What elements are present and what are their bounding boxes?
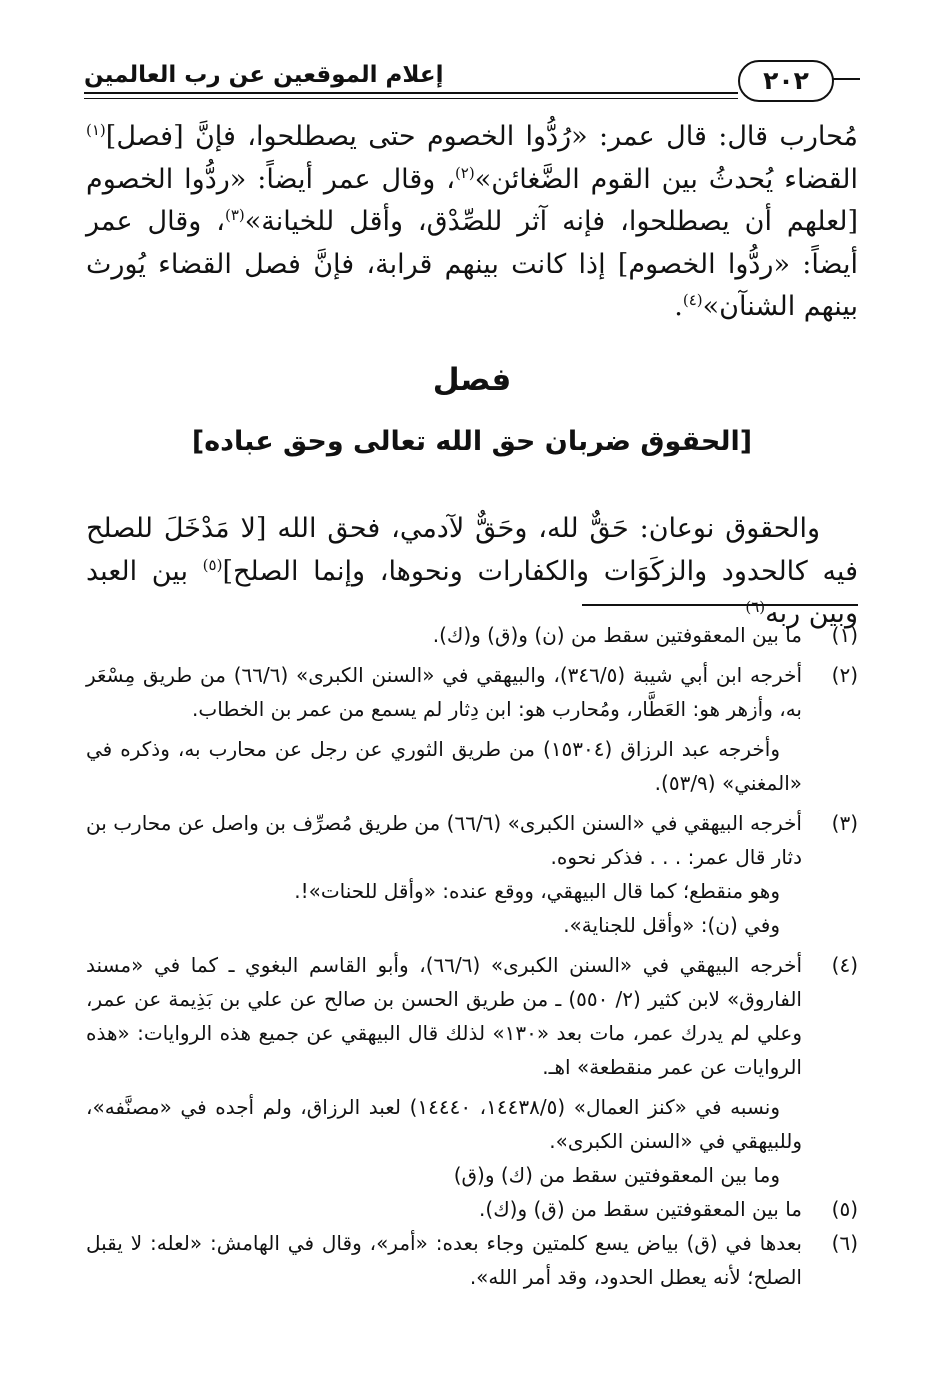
footnote-number: (٣) (831, 811, 858, 835)
footnote-3 (86, 806, 858, 874)
footnote-separator (582, 604, 858, 606)
paragraph-rights (86, 508, 858, 636)
footnote-number: (٢) (831, 663, 858, 687)
footnote-ref-6[interactable]: (٦) (745, 598, 766, 616)
footnote-text: بعدها في (ق) بياض يسع كلمتين وجاء بعده: «أمر»، وقال في الهامش: «لعله: لا يقبل الصلح؛ لأنه يعطل الحدود، وقد أمر الله». (86, 1231, 802, 1289)
footnote-number: (٦) (831, 1231, 858, 1255)
footnote-4-note: وما بين المعقوفتين سقط من (ك) و(ق) (453, 1163, 780, 1187)
paragraph-text: والحقوق نوعان: حَقٌّ لله، وحَقٌّ لآدمي، فحق الله [لا مَدْخَلَ للصلح فيه كالحدود والزكَوَات والكفارات ونحوها، وإنما الصلح] (86, 513, 858, 587)
footnote-4-note: ونسبه في «كنز العمال» (١٤٤٣٨/٥، ١٤٤٤٠) لعبد الرزاق، ولم أجده في «مصنَّفه»، وللبيهقي في «السنن الكبرى». (86, 1095, 802, 1153)
footnote-ref-5[interactable]: (٥) (202, 555, 223, 574)
footnote-5 (86, 1192, 858, 1226)
section-subtitle: [الحقوق ضربان حق الله تعالى وحق عباده] (191, 426, 753, 457)
paragraph-text: مُحارب قال: قال عمر: «رُدُّوا الخصوم حتى يصطلحوا، فإنَّ [فصل] (105, 121, 858, 152)
paragraph-text: القضاء يُحدثُ بين القوم الضَّغائن» (474, 163, 858, 195)
footnote-text: أخرجه ابن أبي شيبة (٣٤٦/٥)، والبيهقي في «السنن الكبرى» (٦٦/٦) من طريق مِسْعَر به، وأزهر هو: العَطَّار، ومُحارب هو: ابن دِثار لم يسمع من عمر بن الخطاب. (86, 663, 803, 721)
footnote-ref-3[interactable]: (٣) (224, 206, 245, 224)
header-rule-thin (84, 98, 738, 99)
footnote-3-note: وهو منقطع؛ كما قال البيهقي، ووقع عنده: «وأقل للحنات»!. (294, 879, 780, 903)
footnote-2 (86, 658, 858, 726)
paragraph-text: ، وقال عمر أيضاً: «ردُّوا الخصوم] إذا كانت بينهم قرابة، فإنَّ فصل القضاء يُورث بينهم الشنآن» (86, 206, 858, 322)
footnote-text: ما بين المعقوفتين سقط من (ن) و(ق) و(ك). (432, 623, 802, 647)
paragraph-text: بين العبد وبين ربه (86, 555, 858, 629)
page-header (84, 58, 860, 104)
footnote-1 (86, 618, 858, 652)
footnote-number: (١) (831, 623, 858, 647)
footnotes (86, 618, 858, 1294)
footnote-6 (86, 1226, 858, 1294)
footnote-text: أخرجه البيهقي في «السنن الكبرى» (٦٦/٦) من طريق مُصرِّف بن واصل عن محارب بن دثار قال عمر: . . . فذكر نحوه. (86, 811, 802, 869)
footnote-number: (٥) (831, 1197, 858, 1221)
section-title: فصل (432, 362, 512, 398)
paragraph-text: . (674, 291, 683, 322)
footnote-number: (٤) (831, 953, 858, 977)
paragraph-text: ، وقال عمر أيضاً: «ردُّوا الخصوم [لعلهم أن يصطلحوا، فإنه آثر للصِّدْق، وأقل للخيانة» (86, 163, 858, 237)
footnote-ref-1[interactable]: (١) (86, 121, 106, 139)
paragraph-opening (86, 116, 858, 329)
footnote-2-note: وأخرجه عبد الرزاق (١٥٣٠٤) من طريق الثوري عن رجل عن محارب به، وذكره في «المغني» (٥٣/٩). (86, 737, 802, 795)
page-number: ٢٠٢ (738, 60, 834, 102)
footnote-text: ما بين المعقوفتين سقط من (ق) و(ك). (479, 1197, 802, 1221)
footnote-3-note: وفي (ن): «وأقل للجناية». (563, 913, 780, 937)
footnote-ref-2[interactable]: (٢) (454, 163, 475, 182)
footnote-ref-4[interactable]: (٤) (682, 291, 703, 309)
running-head-title: إعلام الموقعين عن رب العالمين (84, 62, 444, 88)
header-rule (84, 92, 738, 94)
header-rule-right (832, 78, 860, 80)
footnote-4 (86, 948, 858, 1084)
footnote-text: أخرجه البيهقي في «السنن الكبرى» (٦٦/٦)، وأبو القاسم البغوي ـ كما في «مسند الفاروق» لابن كثير (٢/ ٥٥٠) ـ من طريق الحسن بن صالح عن علي بن بَذِيمة عن عمر، وعلي لم يدرك عمر، مات بعد «١٣٠» لذلك قال البيهقي عن جميع هذه الروايات: «هذه الروايات عن عمر منقطعة» اهـ. (86, 953, 802, 1079)
